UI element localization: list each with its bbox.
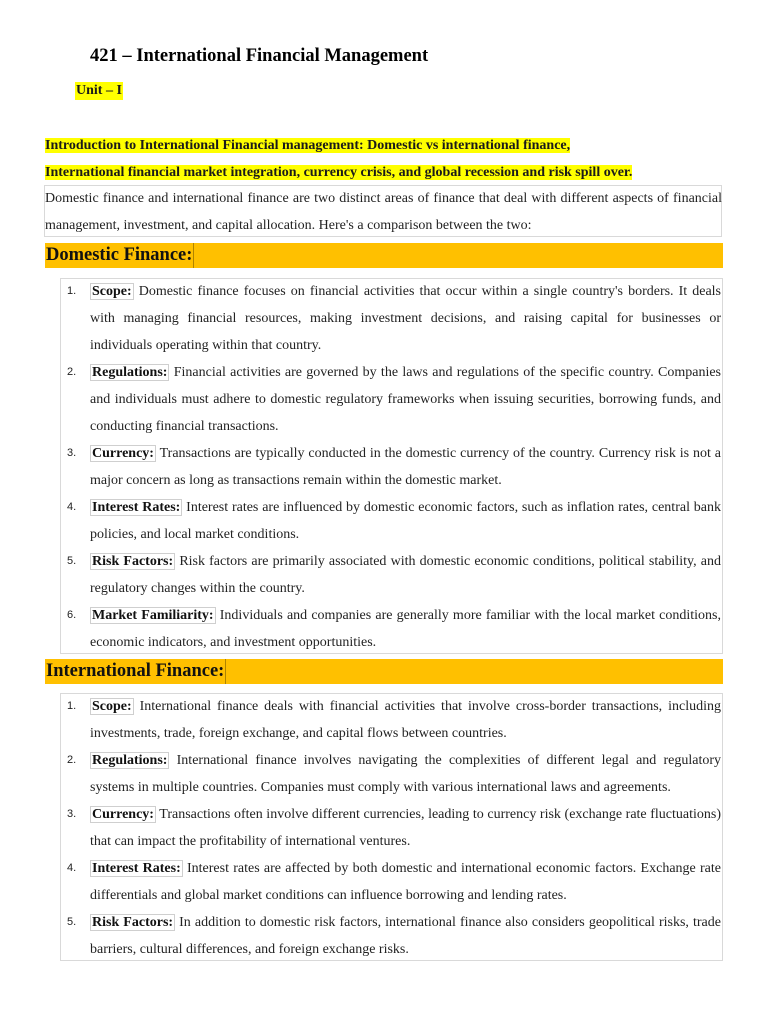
- list-item-number: 2.: [67, 754, 77, 766]
- list-item-text: Transactions often involve different currencies, leading to currency risk (exchange rate fluctuations) that can impact the profitability of international ventures.: [90, 807, 721, 849]
- list-item-text: Domestic finance focuses on financial activities that occur within a single country's borders. It deals with managing financial resources, making investment decisions, and raising capital for businesses or individuals operating within that country.: [90, 284, 721, 353]
- list-item-text: In addition to domestic risk factors, international finance also considers geopolitical risks, trade barriers, cultural differences, and foreign exchange risks.: [90, 915, 721, 957]
- list-item: [60, 747, 723, 801]
- list-item-text: Individuals and companies are generally more familiar with the local market conditions, economic indicators, and investment opportunities.: [90, 608, 721, 650]
- international-list: [60, 693, 723, 963]
- unit-label: Unit – I: [76, 83, 122, 98]
- list-item: [60, 855, 723, 909]
- list-item: [60, 494, 723, 548]
- list-item-term: Interest Rates:: [92, 500, 181, 515]
- list-item-term: Scope:: [92, 699, 132, 714]
- list-item-text: Interest rates are affected by both domestic and international economic factors. Exchange rate differentials and global market conditions can influence borrowing and lending rates.: [90, 861, 721, 903]
- list-item: [60, 359, 723, 440]
- list-item-term: Market Familiarity:: [92, 608, 214, 623]
- list-item: [60, 909, 723, 963]
- list-item-number: 1.: [67, 700, 77, 712]
- list-item-text: Risk factors are primarily associated with domestic economic conditions, political stability, and regulatory changes within the country.: [90, 554, 721, 596]
- domestic-list: [60, 278, 723, 656]
- list-item-term: Risk Factors:: [92, 554, 174, 569]
- list-item-term: Risk Factors:: [92, 915, 174, 930]
- domestic-section-heading: Domestic Finance:: [46, 243, 194, 268]
- list-item-number: 5.: [67, 555, 77, 567]
- list-item-number: 3.: [67, 447, 77, 459]
- list-item-text: Financial activities are governed by the laws and regulations of the specific country. Companies and individuals must adhere to domestic regulatory frameworks when issuing securities, borrowing funds, and conducting financial transactions.: [90, 365, 721, 434]
- list-item-term: Regulations:: [92, 753, 168, 768]
- international-section-heading: International Finance:: [46, 659, 226, 684]
- list-item-term: Currency:: [92, 446, 154, 461]
- list-item-term: Interest Rates:: [92, 861, 181, 876]
- list-item-term: Scope:: [92, 284, 132, 299]
- list-item-term: Currency:: [92, 807, 154, 822]
- list-item-number: 5.: [67, 916, 77, 928]
- list-item-term: Regulations:: [92, 365, 168, 380]
- list-item-text: International finance deals with financial activities that involve cross-border transactions, including investments, trade, foreign exchange, and capital flows between countries.: [90, 699, 721, 741]
- intro-heading-line-1: Introduction to International Financial management: Domestic vs international finance,: [45, 138, 571, 153]
- list-item-number: 4.: [67, 501, 77, 513]
- list-item-number: 1.: [67, 285, 77, 297]
- list-item: [60, 278, 723, 359]
- list-item-number: 2.: [67, 366, 77, 378]
- intro-heading: [45, 132, 723, 186]
- list-item-number: 3.: [67, 808, 77, 820]
- intro-heading-line-2: International financial market integration, currency crisis, and global recession and risk spill over.: [45, 165, 633, 180]
- list-item: [60, 602, 723, 656]
- document-title: 421 – International Financial Management: [90, 46, 429, 66]
- list-item-text: Transactions are typically conducted in the domestic currency of the country. Currency risk is not a major concern as long as transactions remain within the domestic market.: [90, 446, 721, 488]
- list-item-text: International finance involves navigating the complexities of different legal and regulatory systems in multiple countries. Companies must comply with various international laws and agreements.: [90, 753, 721, 795]
- list-item: [60, 693, 723, 747]
- list-item: [60, 440, 723, 494]
- list-item-number: 6.: [67, 609, 77, 621]
- list-item: [60, 801, 723, 855]
- list-item-text: Interest rates are influenced by domestic economic factors, such as inflation rates, central bank policies, and local market conditions.: [90, 500, 721, 542]
- intro-paragraph: Domestic finance and international finance are two distinct areas of finance that deal with different aspects of financial management, investment, and capital allocation. Here's a comparison between the two:: [45, 191, 722, 233]
- list-item: [60, 548, 723, 602]
- list-item-number: 4.: [67, 862, 77, 874]
